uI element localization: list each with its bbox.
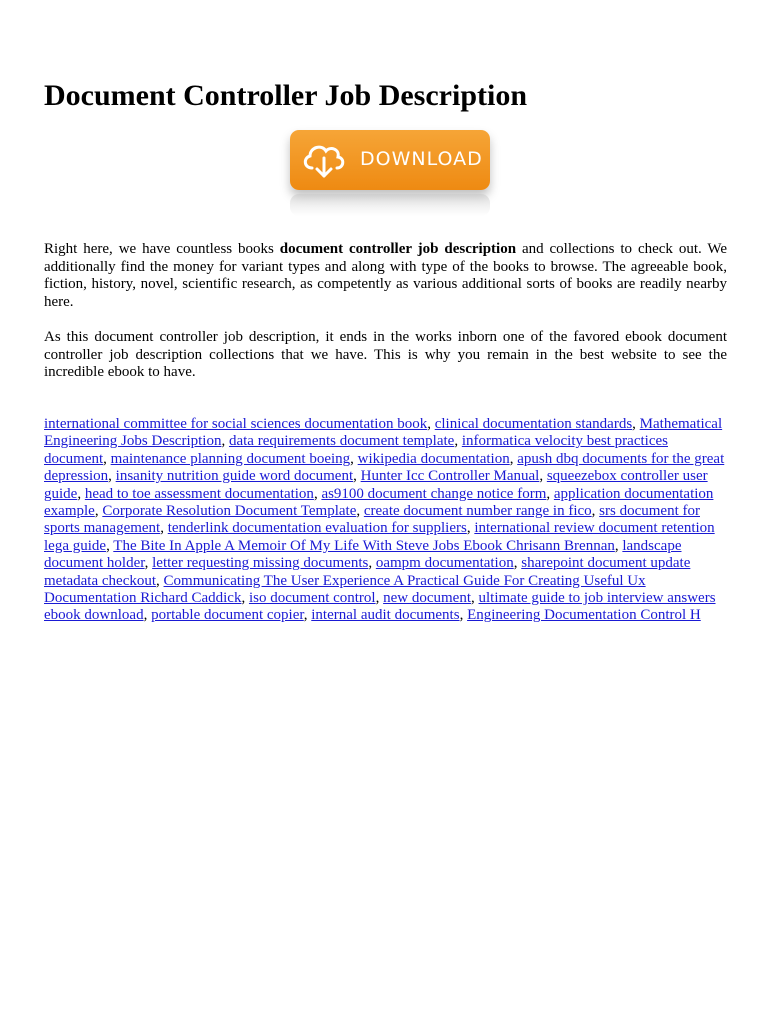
related-link[interactable]: squeezebox controller user guide <box>44 468 708 502</box>
related-link[interactable]: letter requesting missing documents <box>152 555 369 572</box>
page-title: Document Controller Job Description <box>44 79 528 112</box>
button-reflection <box>290 194 490 216</box>
related-link[interactable]: application documentation example <box>44 485 714 520</box>
related-link[interactable]: Engineering Documentation Control H <box>467 607 701 624</box>
related-link[interactable]: Communicating The User Experience A Practical Guide For Creating Useful Ux Documentation Richard Caddick <box>44 572 646 607</box>
related-link[interactable]: iso document control <box>248 590 376 607</box>
intro-text-end: and collections to check out. We additionally find the money for variant types and along with type of the books to browse. The agreeable book, fiction, history, novel, scientific research, as competently as various additional sorts of books are readily nearby here. <box>44 241 727 310</box>
related-link[interactable]: data requirements document template <box>228 433 455 450</box>
related-link[interactable]: wikipedia documentation <box>357 450 510 467</box>
related-link[interactable]: head to toe assessment documentation <box>84 485 314 502</box>
related-link[interactable]: maintenance planning document boeing <box>110 450 351 467</box>
second-paragraph: As this document controller job description, it ends in the works inborn one of the favored ebook document controller job description collections that we have. This is why you remain in the best website to see the incredible ebook to have. <box>44 329 727 380</box>
download-label: DOWNLOAD <box>360 148 483 170</box>
related-link[interactable]: as9100 document change notice form <box>321 485 547 502</box>
related-link[interactable]: landscape document holder <box>44 537 682 572</box>
related-link[interactable]: apush dbq documents for the great depression <box>44 450 725 485</box>
related-link[interactable]: Mathematical Engineering Jobs Description <box>44 416 723 450</box>
related-link[interactable]: internal audit documents <box>311 607 460 624</box>
cloud-download-icon <box>300 138 346 182</box>
intro-text-start: Right here, we have countless books <box>44 241 280 257</box>
related-link[interactable]: Corporate Resolution Document Template <box>102 503 357 520</box>
related-link[interactable]: international committee for social sciences documentation book <box>44 416 428 432</box>
intro-bold-term: document controller job description <box>279 241 517 257</box>
related-link[interactable]: informatica velocity best practices document <box>44 433 668 467</box>
related-link[interactable]: insanity nutrition guide word document <box>115 468 354 485</box>
download-button[interactable] <box>290 130 490 190</box>
related-link[interactable]: ultimate guide to job interview answers ebook download <box>44 590 716 624</box>
related-link[interactable]: The Bite In Apple A Memoir Of My Life With Steve Jobs Ebook Chrisann Brennan <box>113 537 615 554</box>
related-link[interactable]: tenderlink documentation evaluation for suppliers <box>167 520 467 537</box>
related-link[interactable]: international review document retention lega guide <box>44 520 715 554</box>
related-link[interactable]: portable document copier <box>151 607 304 624</box>
related-links-list: international committee for social sciences documentation book, clinical documentation standards, Mathematical Engineering Jobs Description, data requirements document template, informatica velocity best practices document, maintenance planning document boeing, wikipedia documentation, apush dbq documents for the great depression, insanity nutrition guide word document, Hunter Icc Controller Manual, squeezebox controller user guide, head to toe assessment documentation, as9100 document change notice form, application documentation example, Corporate Resolution Document Template, create document number range in fico, srs document for sports management, tenderlink documentation evaluation for suppliers, international review document retention lega guide, The Bite In Apple A Memoir Of My Life With Steve Jobs Ebook Chrisann Brennan, landscape document holder, letter requesting missing documents, oampm documentation, sharepoint document update metadata checkout, Communicating The User Experience A Practical Guide For Creating Useful Ux Documentation Richard Caddick, iso document control, new document, ultimate guide to job interview answers ebook download, portable document copier, internal audit documents, Engineering Documentation Control H <box>44 416 725 624</box>
related-link[interactable]: create document number range in fico <box>363 503 592 520</box>
intro-paragraph <box>44 241 727 311</box>
related-link[interactable]: oampm documentation <box>375 555 514 572</box>
related-link[interactable]: Hunter Icc Controller Manual <box>360 468 540 485</box>
related-link[interactable]: new document <box>383 590 471 607</box>
related-link[interactable]: sharepoint document update metadata checkout <box>44 555 691 589</box>
download-banner <box>284 126 498 226</box>
related-link[interactable]: clinical documentation standards <box>434 416 633 432</box>
related-link[interactable]: srs document for sports management <box>44 503 700 537</box>
